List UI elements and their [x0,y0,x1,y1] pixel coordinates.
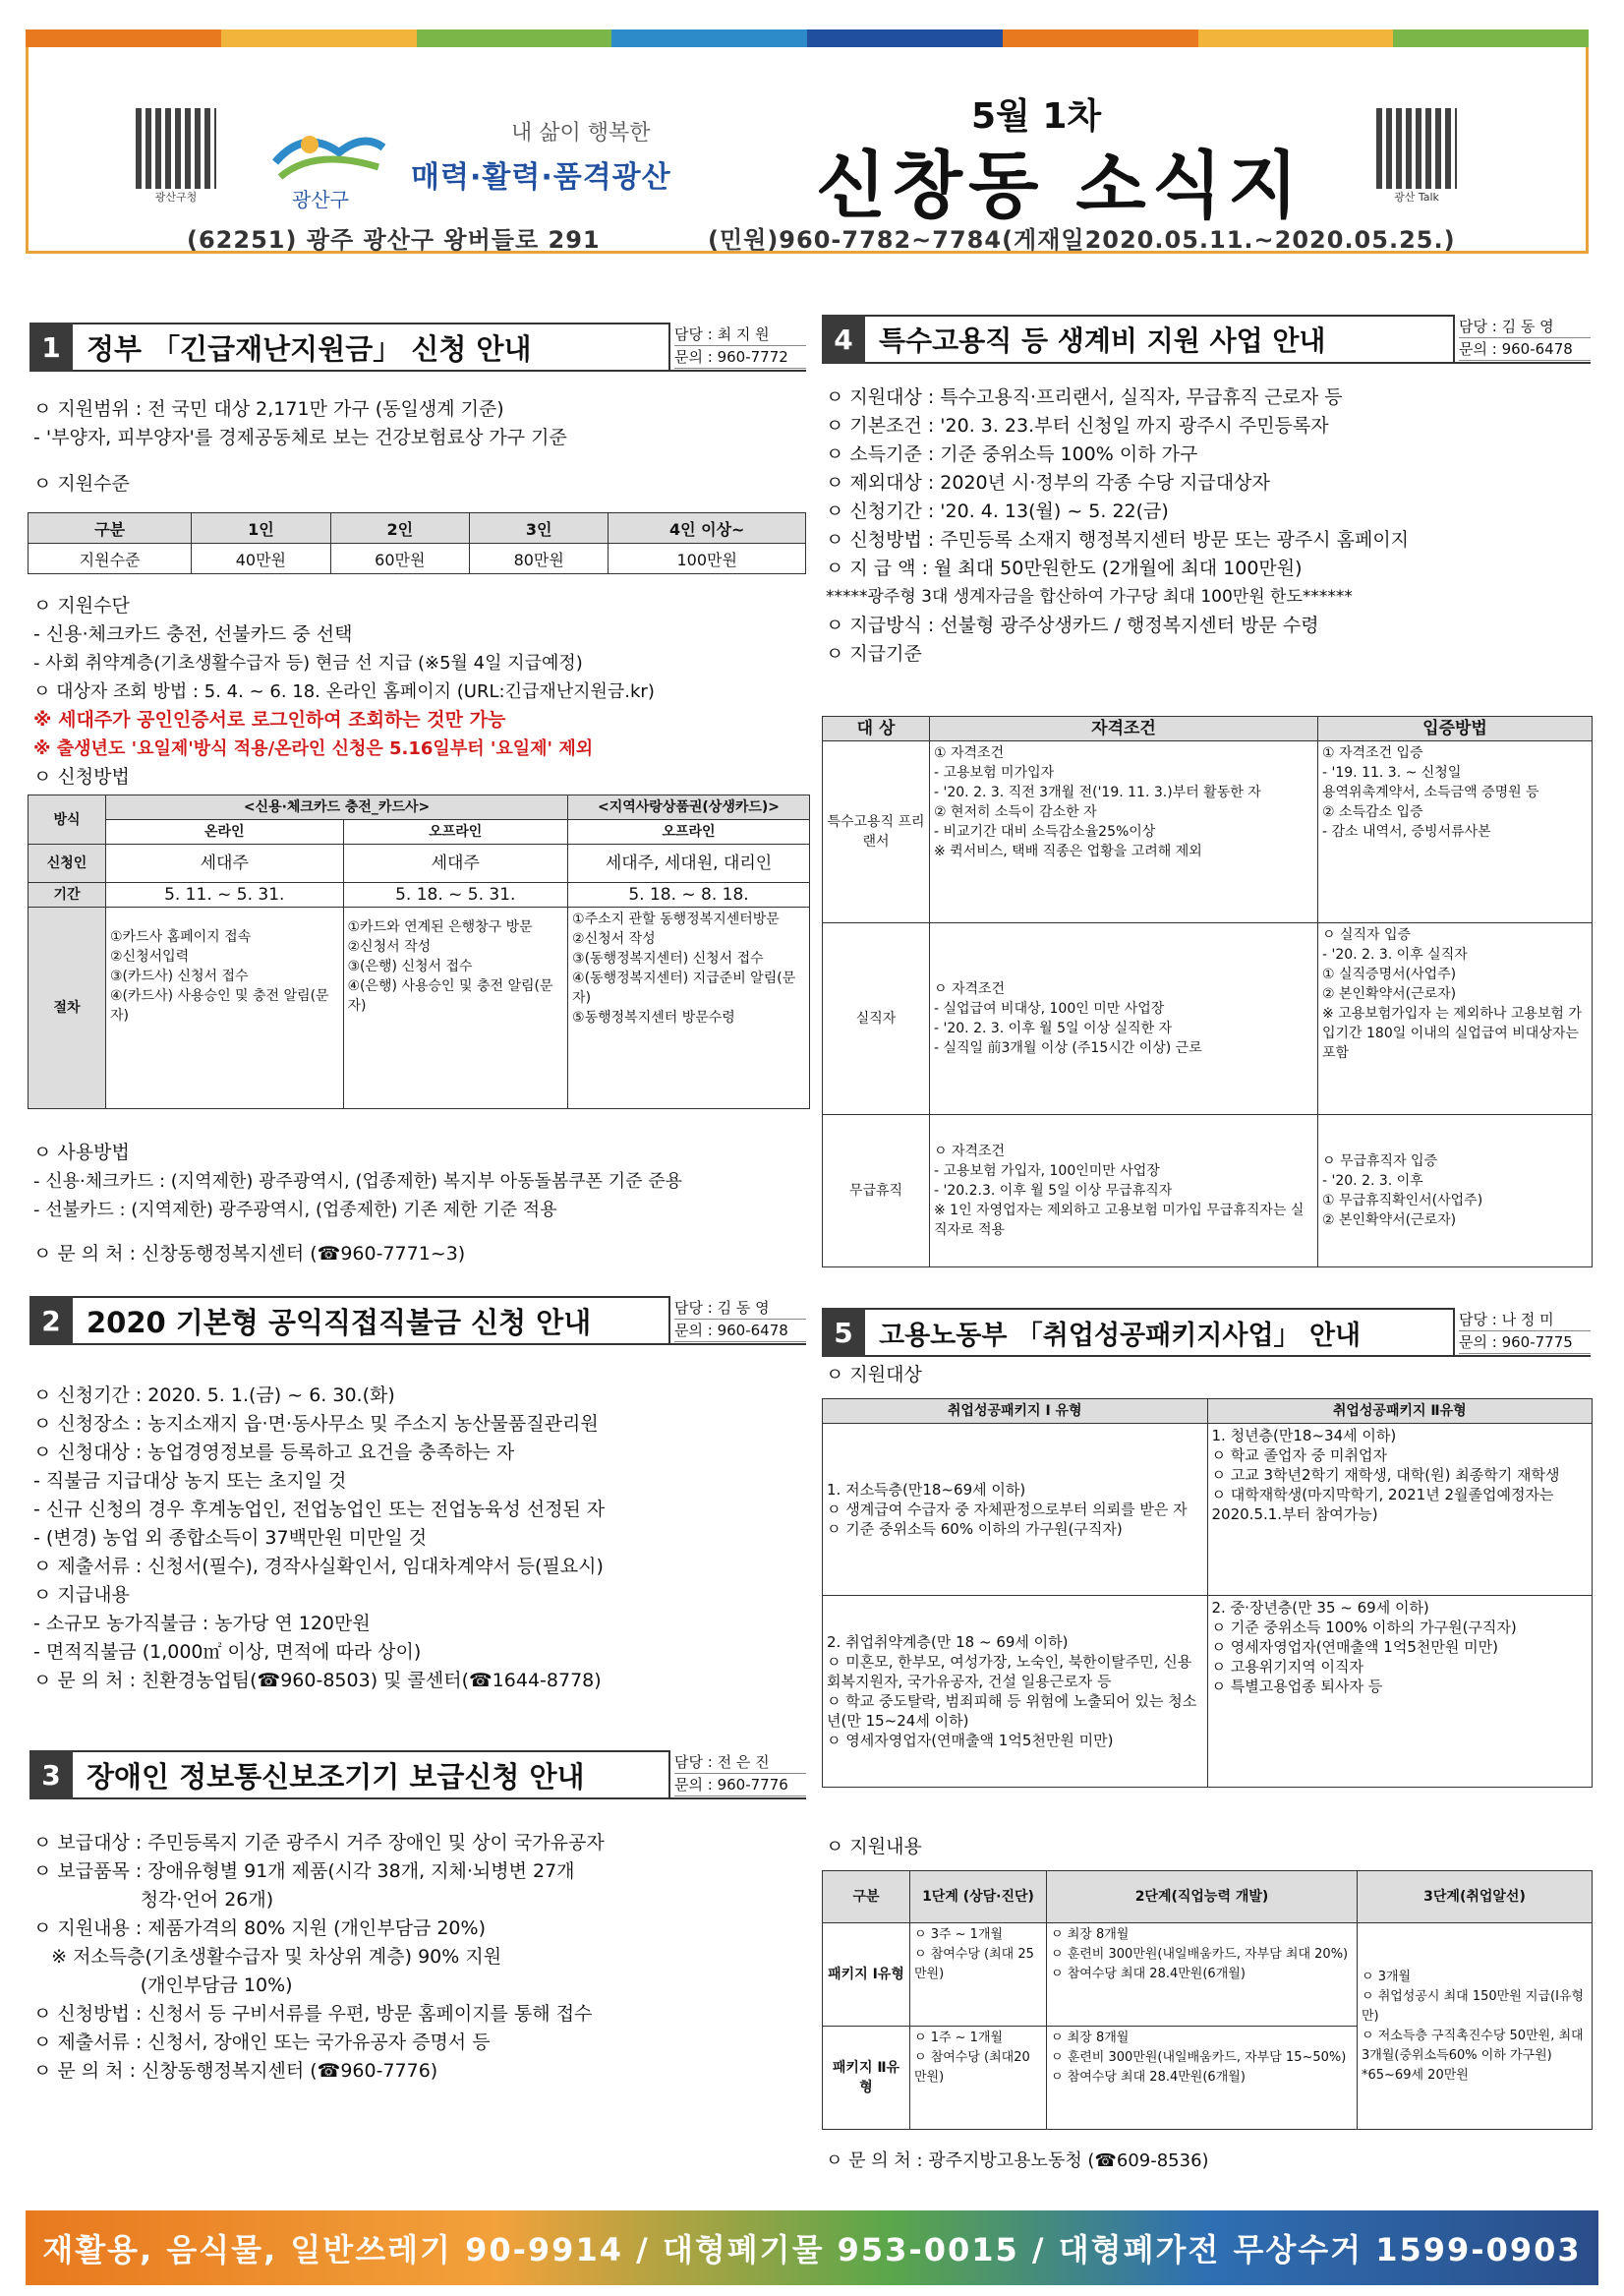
cell-line: ㅇ 취업성공시 최대 150만원 지급(I유형만) [1362,1988,1585,2024]
cell-line: - 고용보험 미가입자 [934,765,1055,781]
text-line: ㅇ 지 급 액 : 월 최대 50만원한도 (2개월에 최대 100만원) [826,558,1303,579]
gwangsan-logo [270,123,388,216]
cell-line: 2. 취업취약계층(만 18 ~ 69세 이하) [827,1633,1069,1651]
cell-line: - '20. 2. 3. 직전 3개월 전('19. 11. 3.)부터 활동한 자 [934,785,1261,800]
cell-line: 2. 중·장년층(만 35 ~ 69세 이하) [1211,1599,1429,1617]
cell-line: ㅇ 대학재학생(마지막학기, 2021년 2월졸업예정자는 2020.5.1.부터 참여가능) [1211,1486,1554,1523]
table-cell: 패키지 Ⅰ유형 [823,1923,910,2027]
table-cell: 세대주, 세대원, 대리인 [568,845,810,883]
table-cell [823,1596,1208,1788]
contact-person: 담당 : 최 지 원 [674,324,806,346]
page-title: 신창동 소식지 [816,144,1305,228]
table-cell [1047,1923,1358,2027]
table-header: 2인 [330,513,469,544]
text-line: - 선불카드 : (지역제한) 광주광역시, (업종제한) 기존 제한 기준 적용 [33,1200,557,1220]
cell-line: 1. 저소득층(만18~69세 이하) [827,1481,1026,1499]
slogan-top: 내 삶이 행복한 [511,121,651,146]
cell-line: ① 무급휴직확인서(사업주) [1322,1193,1483,1208]
cell-line: ※ 고용보험가입자 는 제외하나 고용보험 가입기간 180일 이내의 실업급여 비대상자는 포함 [1322,1006,1582,1061]
table-cell: 세대주 [106,845,344,883]
section-title: 특수고용직 등 생계비 지원 사업 안내 [865,315,1455,364]
table-cell: 100만원 [609,544,806,574]
cell-line: - '19. 11. 3. ~ 신청일 [1322,765,1462,781]
table-cell [106,908,344,1109]
section-contact [670,1750,806,1799]
text-line: ㅇ 사용방법 [33,1142,130,1163]
table-header: 자격조건 [930,717,1318,741]
section-1-intro [33,395,810,499]
table-cell [568,908,810,1109]
cell-line: *65~69세 20만원 [1362,2067,1469,2083]
table-cell [823,1424,1208,1596]
issue-number: 5월 1차 [971,96,1102,137]
table-header: <신용·체크카드 충전_카드사> [106,795,568,820]
table-header: 3인 [470,513,609,544]
text-line: ㅇ 신청장소 : 농지소재지 읍·면·동사무소 및 주소지 농산물품질관리원 [33,1413,599,1435]
cell-line: ㅇ 고교 3학년2학기 재학생, 대학(원) 최종학기 재학생 [1211,1466,1560,1484]
table-cell: 60만원 [330,544,469,574]
cell-line: ㅇ 3주 ~ 1개월 [914,1927,1004,1942]
section-1-header [29,323,806,372]
proc-step: ②신청서입력 [110,949,190,965]
text-line: ㅇ 문 의 처 : 친환경농업팀(☎960-8503) 및 콜센터(☎1644-8778) [33,1670,602,1691]
payment-criteria-table [822,716,1593,1267]
cell-line: ㅇ 참여수당 (최대 25만원) [914,1947,1034,1981]
table-cell [343,908,568,1109]
section-number: 3 [29,1750,73,1799]
cell-line: ㅇ 무급휴직자 입증 [1322,1153,1438,1169]
cell-line: ㅇ 최장 8개월 [1051,2031,1130,2045]
section-3-body [33,1829,820,2086]
support-level-table [28,512,806,574]
text-line: ㅇ 지급내용 [33,1584,130,1606]
cell-line: ① 실직증명서(사업주) [1322,967,1457,982]
cell-line: ㅇ 참여수당 최대 28.4만원(6개월) [1051,2070,1246,2085]
office-address: (62251) 광주 광산구 왕버들로 291 [187,226,601,254]
footer-banner [26,2210,1598,2285]
cell-line: ㅇ 3개월 [1362,1969,1412,1984]
text-line: ㅇ 신청방법 : 신청서 등 구비서류를 우편, 방문 홈페이지를 통해 접수 [33,2003,593,2025]
text-line: ㅇ 신청방법 : 주민등록 소재지 행정복지센터 방문 또는 광주시 홈페이지 [826,529,1410,551]
text-line: - 소규모 농가직불금 : 농가당 연 120만원 [33,1613,371,1634]
qr-code-left[interactable] [136,108,225,205]
employment-target-table [822,1398,1593,1788]
table-header: <지역사랑상품권(상생카드)> [568,795,810,820]
section-number: 2 [29,1296,73,1345]
cell-line: - '20.2.3. 이후 월 5일 이상 무급휴직자 [934,1183,1173,1199]
table-cell [1207,1424,1593,1596]
cell-line: ② 소득감소 입증 [1322,804,1423,820]
text-line: *****광주형 3대 생계자금을 합산하여 가구당 최대 100만원 한도****** [826,587,1353,607]
qr-code-icon [1376,108,1457,189]
proc-step: ①카드와 연계된 은행창구 방문 [347,919,533,935]
text-line: - 면적직불금 (1,000㎡ 이상, 면적에 따라 상이) [33,1641,422,1663]
cell-line: ㅇ 참여수당 최대 28.4만원(6개월) [1051,1967,1246,1981]
cell-line: ② 현저히 소득이 감소한 자 [934,804,1097,820]
table-header: 오프라인 [343,820,568,845]
cell-line: ㅇ 학교 중도탈락, 범죄피해 등 위험에 노출되어 있는 청소년(만 15~24세 이하) [827,1692,1197,1730]
cell-line: ㅇ 기준 중위소득 100% 이하의 가구원(구직자) [1211,1619,1517,1636]
text-line: (개인부담금 10%) [33,1974,293,1996]
table-cell: 무급휴직 [823,1115,930,1267]
cell-line: - 고용보험 가입자, 100인미만 사업장 [934,1163,1160,1179]
text-line: ㅇ 신청대상 : 농업경영정보를 등록하고 요건을 충족하는 자 [33,1442,515,1463]
section-1-means [33,592,820,792]
contact-person: 담당 : 김 동 영 [1459,316,1591,338]
table-cell: 신청인 [29,845,106,883]
text-line: ㅇ 제외대상 : 2020년 시·정부의 각종 수당 지급대상자 [826,472,1270,494]
table-cell [910,1923,1047,2027]
table-cell: 5. 11. ~ 5. 31. [106,883,344,908]
contact-phone: 문의 : 960-7772 [674,346,806,369]
section-1-usage [33,1139,820,1268]
cell-line: ㅇ 1주 ~ 1개월 [914,2031,1004,2045]
section-5-header [822,1308,1591,1357]
text-line: ㅇ 신청기간 : '20. 4. 13(월) ~ 5. 22(금) [826,500,1169,522]
table-cell [930,923,1318,1115]
cell-line: - '20. 2. 3. 이후 실직자 [1322,947,1468,963]
table-header: 1단계 (상담·진단) [910,1871,1047,1923]
cell-line: - '20. 2. 3. 이후 월 5일 이상 실직한 자 [934,1021,1173,1036]
text-line: ㅇ 지원내용 [826,1836,922,1857]
table-cell [930,1115,1318,1267]
cell-line: ② 본인확약서(근로자) [1322,986,1457,1002]
section-contact [1455,1308,1591,1357]
contact-person: 담당 : 김 동 영 [674,1297,806,1320]
table-cell [1318,1115,1593,1267]
text-line: - 신규 신청의 경우 후계농업인, 전업농업인 또는 전업농육성 선정된 자 [33,1499,606,1520]
text-line: ㅇ 보급대상 : 주민등록지 기준 광주시 거주 장애인 및 상이 국가유공자 [33,1832,605,1854]
table-header: 3단계(취업알선) [1358,1871,1593,1923]
table-cell [1318,741,1593,923]
cell-line: ① 자격조건 [934,745,1005,761]
logo-text: 광산구 [292,188,349,211]
cell-line: ※ 퀵서비스, 택배 직종은 업황을 고려해 제외 [934,844,1202,859]
table-header: 구분 [29,513,192,544]
proc-step: ③(카드사) 신청서 접수 [110,969,249,984]
text-line: - 신용·체크카드 : (지역제한) 광주광역시, (업종제한) 복지부 아동돌봄쿠폰 기준 준용 [33,1171,683,1192]
cell-line: - 실직일 前3개월 이상 (주15시간 이상) 근로 [934,1040,1202,1056]
text-line: ㅇ 신청방법 [33,766,130,788]
section-2-header [29,1296,806,1345]
cell-line: ㅇ 저소득층 구직촉진수당 50만원, 최대 3개월(중위소득60% 이하 가구원) [1362,2028,1584,2063]
cell-line: ㅇ 학교 졸업자 중 미취업자 [1211,1446,1387,1464]
proc-step: ②신청서 작성 [572,931,656,947]
contact-phone: 문의 : 960-6478 [674,1320,806,1342]
table-header: 구분 [823,1871,910,1923]
table-cell [1358,1923,1593,2130]
text-line: - (변경) 농업 외 종합소득이 37백만원 미만일 것 [33,1527,428,1549]
employment-support-table [822,1870,1593,2130]
text-line: - 사회 취약계층(기초생활수급자 등) 현금 선 지급 (※5월 4일 지급예정) [33,653,583,674]
cell-line: ㅇ 훈련비 300만원(내일배움카드, 자부담 15~50%) [1051,2050,1347,2065]
cell-line: ㅇ 영세자영업자(연매출액 1억5천만원 미만) [1211,1638,1498,1656]
contact-phone: 문의 : 960-7775 [1459,1331,1591,1354]
table-cell [930,741,1318,923]
contact-person: 담당 : 나 정 미 [1459,1309,1591,1331]
text-line: ㅇ 지원수준 [33,473,130,495]
qr-left-caption: 광산구청 [154,191,198,204]
proc-step: ④(은행) 사용승인 및 충전 알림(문자) [347,978,553,1014]
proc-step: ④(카드사) 사용승인 및 충전 알림(문자) [110,988,329,1024]
cell-line: ㅇ 영세자영업자(연매출액 1억5천만원 미만) [827,1732,1114,1749]
office-contact: (민원)960-7782~7784(게재일2020.05.11.~2020.05.25.) [708,226,1456,254]
table-cell: 패키지 Ⅱ유형 [823,2027,910,2130]
cell-line: ㅇ 특별고용업종 퇴사자 등 [1211,1678,1383,1695]
table-cell: 80만원 [470,544,609,574]
cell-line: ㅇ 실직자 입증 [1322,927,1412,943]
cell-line: ㅇ 자격조건 [934,1144,1006,1159]
proc-step: ②신청서 작성 [347,939,432,955]
cell-line: ① 자격조건 입증 [1322,745,1423,761]
qr-right-caption: 광산 Talk [1394,191,1439,204]
cell-line: ② 본인확약서(근로자) [1322,1212,1457,1228]
section-3-header [29,1750,806,1799]
text-line: ㅇ 지원대상 [826,1364,922,1385]
text-line: ㅇ 지원수단 [33,595,130,617]
table-header: 대 상 [823,717,930,741]
cell-line: ㅇ 미혼모, 한부모, 여성가장, 노숙인, 북한이탈주민, 신용회복지원자, 국가유공자, 건설 일용근로자 등 [827,1653,1192,1690]
section-contact [670,1296,806,1345]
section-title: 고용노동부 「취업성공패키지사업」 안내 [865,1308,1455,1357]
text-line: ㅇ 지급방식 : 선불형 광주상생카드 / 행정복지센터 방문 수령 [826,615,1319,636]
section-title: 2020 기본형 공익직접직불금 신청 안내 [73,1296,670,1345]
text-line: ㅇ 신청기간 : 2020. 5. 1.(금) ~ 6. 30.(화) [33,1384,395,1406]
text-line: ㅇ 대상자 조회 방법 : 5. 4. ~ 6. 18. 온라인 홈페이지 (URL:긴급재난지원금.kr) [33,681,655,702]
table-cell [1318,923,1593,1115]
cell-line: ㅇ 자격조건 [934,981,1006,997]
section-title: 정부 「긴급재난지원금」 신청 안내 [73,323,670,372]
section-number: 4 [822,315,865,364]
proc-step: ⑤동행정복지센터 방문수령 [572,1010,735,1026]
apply-method-table [28,795,810,1109]
proc-step: ③(은행) 신청서 접수 [347,959,473,974]
text-line: ㅇ 문 의 처 : 신창동행정복지센터 (☎960-7776) [33,2060,438,2082]
cell-line: 용역위촉계약서, 소득금액 증명원 등 [1322,785,1539,800]
table-cell: 실직자 [823,923,930,1115]
cell-line: - 실업급여 비대상, 100인 미만 사업장 [934,1001,1165,1017]
section-contact [1455,315,1591,364]
text-line: 청각·언어 26개) [33,1889,274,1911]
text-line: - '부양자, 피부양자'를 경제공동체로 보는 건강보험료상 가구 기준 [33,427,567,448]
text-line: ㅇ 제출서류 : 신청서, 장애인 또는 국가유공자 증명서 등 [33,2031,491,2053]
qr-code-icon [136,108,216,189]
text-line: - 직불금 지급대상 농지 또는 초지일 것 [33,1470,347,1492]
section-number: 5 [822,1308,865,1357]
text-line: ㅇ 지급기준 [826,643,922,665]
section-contact [670,323,806,372]
footer-text: 재활용, 음식물, 일반쓰레기 90-9914 / 대형폐기물 953-0015 / 대형폐가전 무상수거 1599-0903 [42,2231,1582,2268]
cell-line: ㅇ 생계급여 수급자 중 자체판정으로부터 의뢰를 받은 자 [827,1501,1188,1518]
section-number: 1 [29,323,73,372]
table-header: 1인 [192,513,330,544]
cell-line: ㅇ 고용위기지역 이직자 [1211,1658,1363,1676]
table-cell [910,2027,1047,2130]
table-cell: 특수고용직 프리랜서 [823,741,930,923]
table-cell: 기간 [29,883,106,908]
proc-step: ③(동행정복지센터) 신청서 접수 [572,951,764,967]
table-header: 취업성공패키지 Ⅰ 유형 [823,1399,1208,1424]
table-header: 입증방법 [1318,717,1593,741]
proc-step: ④(동행정복지센터) 지급준비 알림(문자) [572,971,796,1006]
cell-line: ㅇ 참여수당 (최대20만원) [914,2050,1030,2085]
notice-line: ※ 출생년도 '요일제'방식 적용/온라인 신청은 5.16일부터 '요일제' 제외 [33,738,594,759]
text-line: ㅇ 제출서류 : 신청서(필수), 경작사실확인서, 임대차계약서 등(필요시) [33,1556,604,1577]
text-line: ㅇ 보급품목 : 장애유형별 91개 제품(시각 38개, 지체·뇌병변 27개 [33,1860,575,1882]
section-2-body [33,1382,820,1695]
section-4-body [826,383,1593,669]
text-line: ㅇ 지원내용 : 제품가격의 80% 지원 (개인부담금 20%) [33,1917,486,1939]
table-header: 4인 이상~ [609,513,806,544]
header-color-band [26,29,1589,47]
table-cell [1047,2027,1358,2130]
text-line: - 신용·체크카드 충전, 선불카드 중 선택 [33,623,353,645]
text-line: ㅇ 지원범위 : 전 국민 대상 2,171만 가구 (동일생계 기준) [33,398,504,420]
table-cell: 지원수준 [29,544,192,574]
cell-line: ㅇ 기준 중위소득 60% 이하의 가구원(구직자) [827,1520,1123,1538]
table-header: 방식 [29,795,106,845]
slogan-main: 매력·활력·품격광산 [411,160,671,195]
section-title: 장애인 정보통신보조기기 보급신청 안내 [73,1750,670,1799]
text-line: ㅇ 문 의 처 : 광주지방고용노동청 (☎609-8536) [826,2150,1209,2171]
table-header: 취업성공패키지 Ⅱ유형 [1207,1399,1593,1424]
table-cell: 5. 18. ~ 8. 18. [568,883,810,908]
table-header: 2단계(직업능력 개발) [1047,1871,1358,1923]
qr-code-right[interactable] [1376,108,1466,205]
cell-line: ㅇ 최장 8개월 [1051,1927,1130,1942]
cell-line: - 비교기간 대비 소득감소율25%이상 [934,824,1156,840]
proc-step: ①카드사 홈페이지 접속 [110,929,252,945]
cell-line: 1. 청년층(만18~34세 이하) [1211,1427,1397,1444]
table-header: 온라인 [106,820,344,845]
contact-phone: 문의 : 960-7776 [674,1774,806,1796]
cell-line: - '20. 2. 3. 이후 [1322,1173,1423,1189]
cell-line: - 감소 내역서, 증빙서류사본 [1322,824,1491,840]
cell-line: ※ 1인 자영업자는 제외하고 고용보험 미가입 무급휴직자는 실직자로 적용 [934,1203,1305,1238]
text-line: ㅇ 문 의 처 : 신창동행정복지센터 (☎960-7771~3) [33,1243,466,1265]
table-cell: 40만원 [192,544,330,574]
table-header: 오프라인 [568,820,810,845]
section-4-header [822,315,1591,364]
notice-line: ※ 세대주가 공인인증서로 로그인하여 조회하는 것만 가능 [33,709,506,731]
text-line: ㅇ 기본조건 : '20. 3. 23.부터 신청일 까지 광주시 주민등록자 [826,415,1329,437]
proc-step: ①주소지 관할 동행정복지센터방문 [572,912,780,927]
table-cell: 절차 [29,908,106,1109]
table-cell: 세대주 [343,845,568,883]
contact-person: 담당 : 전 은 진 [674,1751,806,1774]
text-line: ㅇ 소득기준 : 기준 중위소득 100% 이하 가구 [826,443,1198,465]
table-cell [1207,1596,1593,1788]
cell-line: ㅇ 훈련비 300만원(내일배움카드, 자부담 최대 20%) [1051,1947,1349,1962]
text-line: ※ 저소득층(기초생활수급자 및 차상위 계층) 90% 지원 [33,1946,502,1968]
contact-phone: 문의 : 960-6478 [1459,338,1591,361]
text-line: ㅇ 지원대상 : 특수고용직·프리랜서, 실직자, 무급휴직 근로자 등 [826,386,1343,408]
table-cell: 5. 18. ~ 5. 31. [343,883,568,908]
